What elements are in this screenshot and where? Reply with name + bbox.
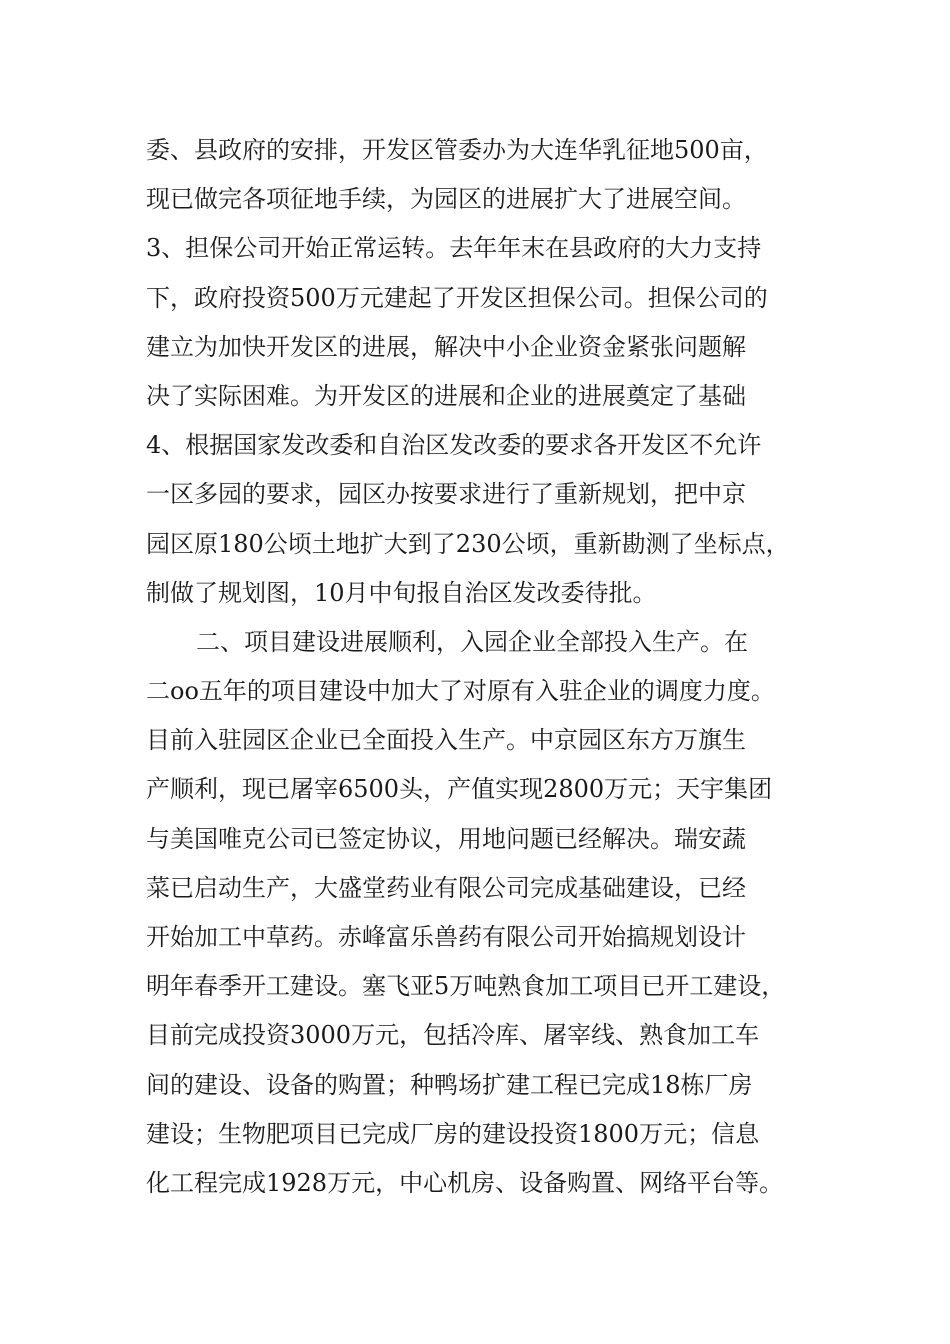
- text-line: 下，政府投资500万元建起了开发区担保公司。担保公司的: [146, 283, 768, 312]
- text-line: 现已做完各项征地手续，为园区的进展扩大了进展空间。: [146, 185, 746, 214]
- text-line: 与美国唯克公司已签定协议，用地问题已经解决。瑞安蔬: [146, 824, 746, 853]
- text-line: 3、担保公司开始正常运转。去年年末在县政府的大力支持: [146, 234, 762, 263]
- text-line: 目前入驻园区企业已全面投入生产。中京园区东方万旗生: [146, 726, 746, 755]
- text-line: 间的建设、设备的购置；种鸭场扩建工程已完成18栋厂房: [146, 1070, 753, 1099]
- body-text: [146, 126, 826, 1208]
- text-line: 产顺利，现已屠宰6500头，产值实现2800万元；天宇集团: [146, 775, 773, 804]
- text-line: 建立为加快开发区的进展，解决中小企业资金紧张问题解: [146, 332, 746, 361]
- text-line: 目前完成投资3000万元，包括冷库、屠宰线、熟食加工车: [146, 1021, 760, 1050]
- section-heading-line: 二、项目建设进展顺利，入园企业全部投入生产。在: [196, 627, 748, 656]
- text-line: 建设；生物肥项目已完成厂房的建设投资1800万元；信息: [146, 1119, 760, 1148]
- text-line: 园区原180公顷土地扩大到了230公顷，重新勘测了坐标点，: [146, 529, 790, 558]
- text-line: 委、县政府的安排，开发区管委办为大连华乳征地500亩，: [146, 136, 768, 164]
- text-line: 菜已启动生产，大盛堂药业有限公司完成基础建设，已经: [146, 873, 746, 902]
- text-line: 4、根据国家发改委和自治区发改委的要求各开发区不允许: [146, 431, 762, 460]
- text-line: 明年春季开工建设。塞飞亚5万吨熟食加工项目已开工建设，: [146, 972, 786, 1001]
- text-line: 决了实际困难。为开发区的进展和企业的进展奠定了基础: [146, 381, 746, 410]
- text-line: 制做了规划图，10月中旬报自治区发改委待批。: [146, 578, 657, 607]
- text-line: 化工程完成1928万元，中心机房、设备购置、网络平台等。: [146, 1168, 784, 1197]
- text-line: 一区多园的要求，园区办按要求进行了重新规划，把中京: [146, 480, 746, 509]
- text-line: 开始加工中草药。赤峰富乐兽药有限公司开始搞规划设计: [146, 923, 746, 951]
- text-line: 二oo五年的项目建设中加大了对原有入驻企业的调度力度。: [146, 677, 775, 706]
